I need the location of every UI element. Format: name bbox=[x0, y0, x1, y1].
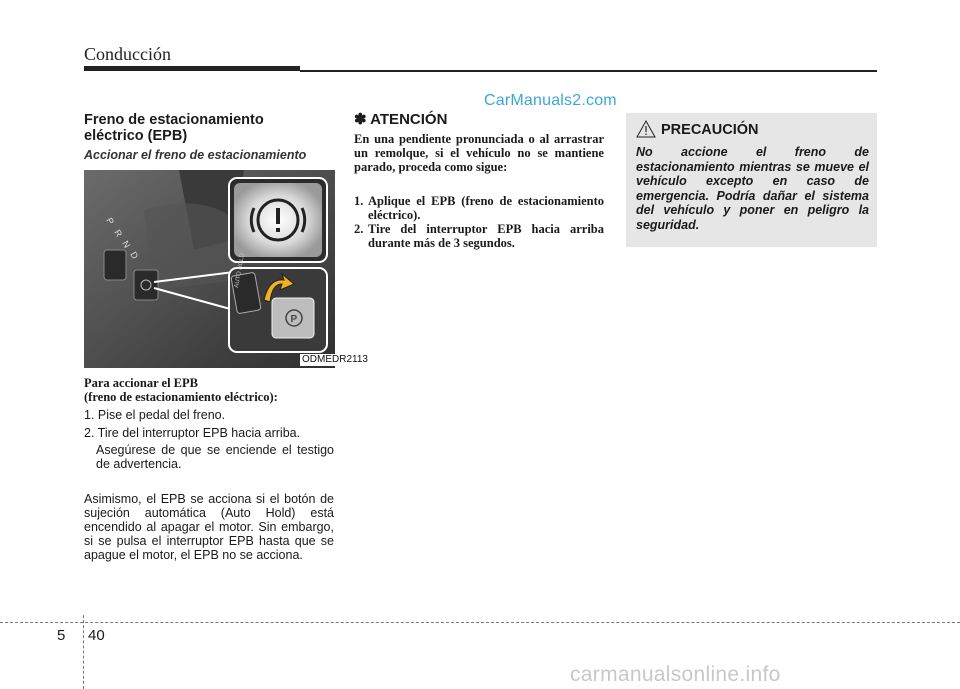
procedure-title-line1: Para accionar el EPB bbox=[84, 376, 198, 390]
attention-step-text: Aplique el EPB (freno de estacionamiento eléctrico). bbox=[368, 194, 604, 222]
caution-title: PRECAUCIÓN bbox=[661, 122, 759, 138]
epb-switch-symbol: P bbox=[290, 314, 298, 325]
caution-body: No accione el freno de estacionamiento mientras se mueve el vehículo excepto en caso de emergencia. Podría dañar el sistema del vehículo y poner en peligro la seguridad. bbox=[636, 145, 869, 232]
header-rule-thick bbox=[84, 66, 300, 71]
procedure-title-line2: (freno de estacionamiento eléctrico): bbox=[84, 390, 278, 404]
figure-caption: ODMEDR2113 bbox=[302, 354, 368, 365]
attention-step-text: Tire del interruptor EPB hacia arriba durante más de 3 segundos. bbox=[368, 222, 604, 250]
gear-letter: D bbox=[128, 250, 141, 261]
epb-illustration bbox=[84, 170, 335, 368]
section-title: Freno de estacionamiento eléctrico (EPB) bbox=[84, 112, 264, 144]
gear-letter: P bbox=[104, 216, 116, 227]
step-2: 2. Tire del interruptor EPB hacia arriba. bbox=[84, 426, 301, 440]
top-watermark: CarManuals2.com bbox=[484, 92, 617, 109]
gear-letter: N bbox=[120, 239, 133, 250]
attention-intro: En una pendiente pronunciada o al arrastrar un remolque, si el vehículo no se mantiene parado, proceda como sigue: bbox=[354, 132, 604, 174]
step-1: 1. Pise el pedal del freno. bbox=[84, 408, 226, 422]
section-subtitle: Accionar el freno de estacionamiento bbox=[84, 148, 307, 162]
step-2-note: Asegúrese de que se enciende el testigo de advertencia. bbox=[96, 443, 334, 471]
auto-hold-label: AUTO HOLD bbox=[234, 252, 247, 289]
footer-divider bbox=[83, 615, 84, 689]
header-rule-thin bbox=[300, 70, 877, 72]
epb-paragraph: Asimismo, el EPB se acciona si el botón de sujeción automática (Auto Hold) está encendido al apagar el motor. Sin embargo, si se pulsa el interruptor EPB hasta que se apague el motor, el EPB no se acciona. bbox=[84, 492, 334, 562]
attention-step-num: 2. bbox=[354, 222, 364, 236]
attention-title: ✽ ATENCIÓN bbox=[354, 111, 448, 128]
footer-watermark: carmanualsonline.info bbox=[570, 663, 781, 686]
attention-step-num: 1. bbox=[354, 194, 364, 208]
page-number: 40 bbox=[88, 627, 105, 644]
chapter-title: Conducción bbox=[84, 44, 171, 64]
section-number: 5 bbox=[57, 627, 66, 644]
console-illustration bbox=[84, 170, 335, 368]
warning-triangle-icon bbox=[636, 120, 656, 138]
footer-rule bbox=[0, 622, 960, 623]
gear-letter: R bbox=[112, 228, 125, 239]
